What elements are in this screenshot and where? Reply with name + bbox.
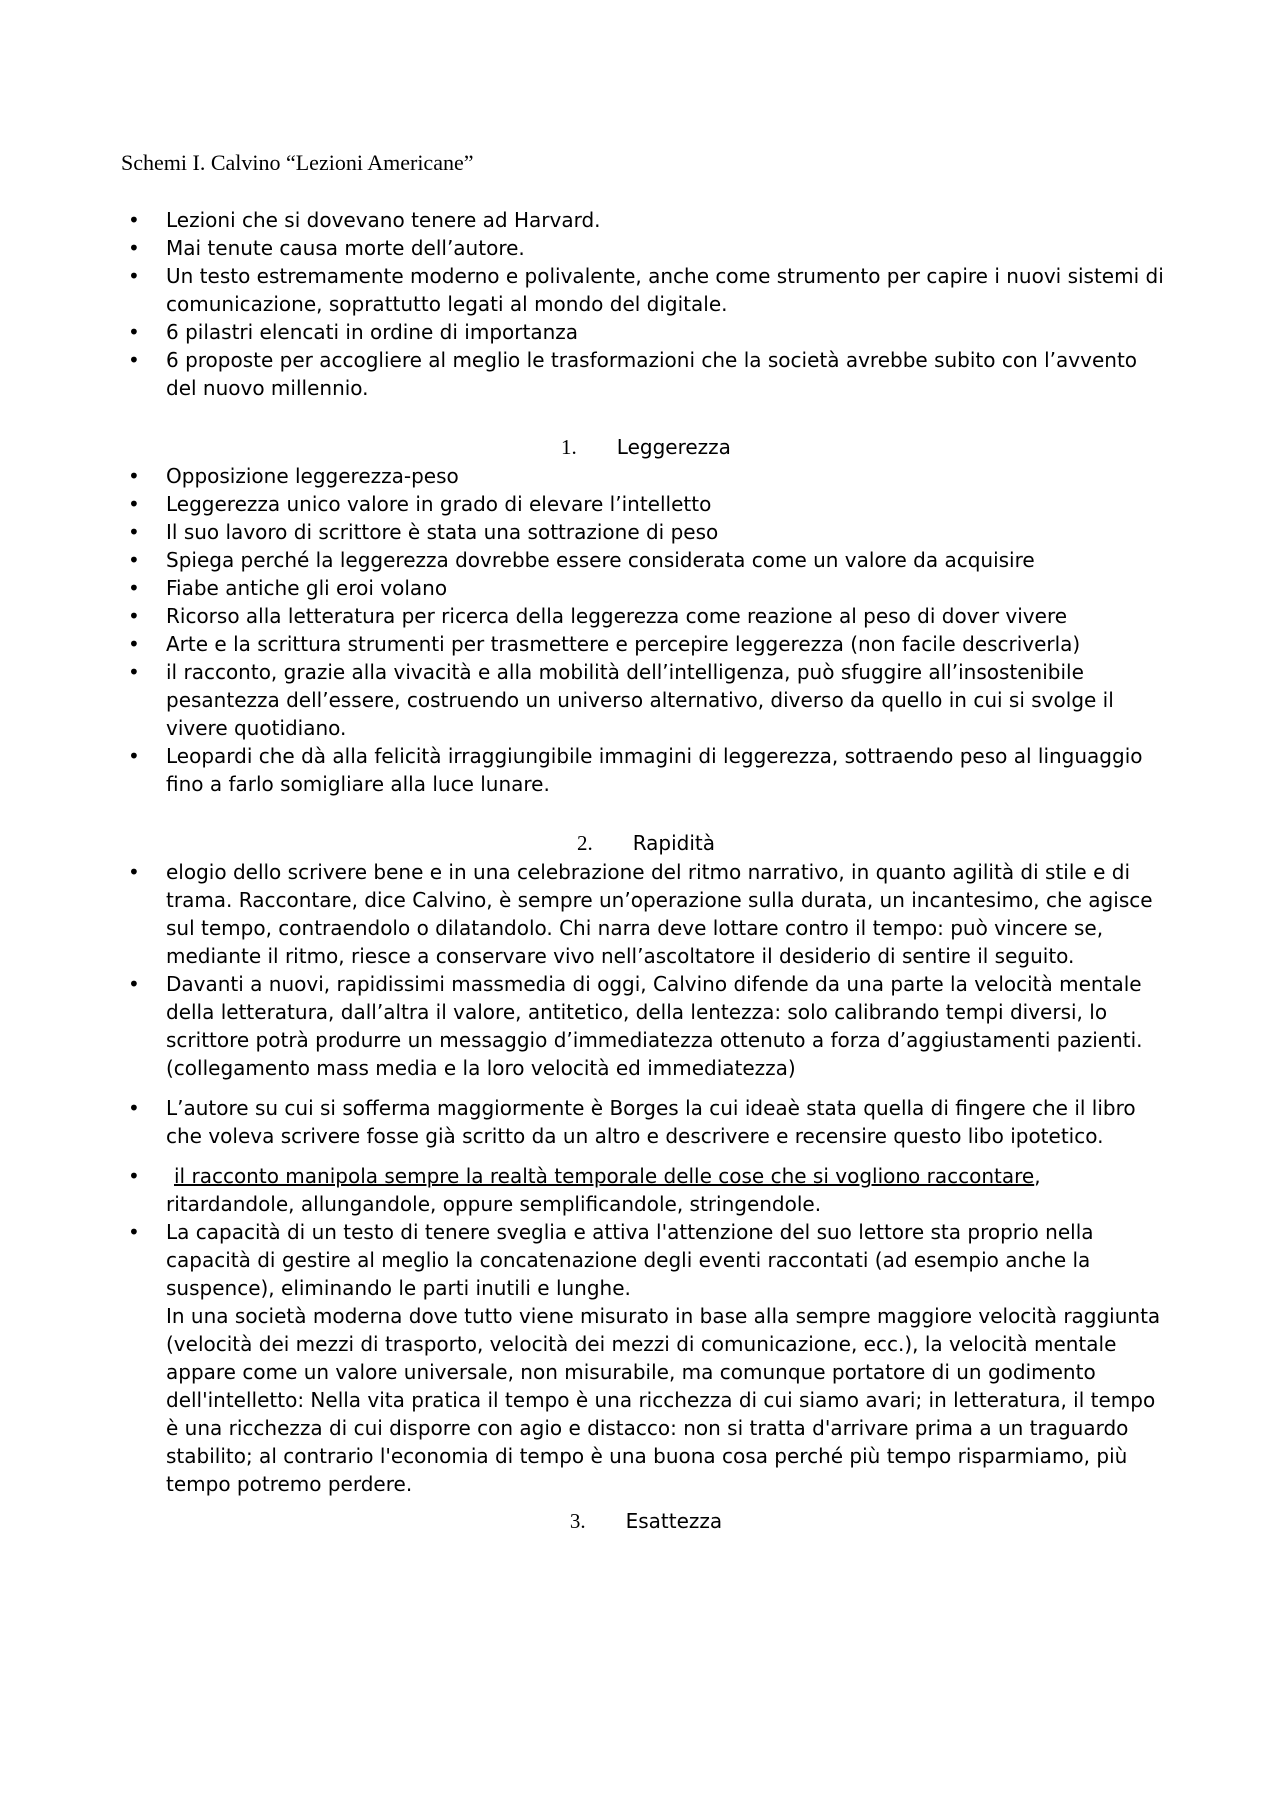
bullet-icon: • (128, 464, 140, 488)
list-item: • L’autore su cui si sofferma maggiormente è Borges la cui ideaè stata quella di fingere che il libro che voleva scrivere fosse già scritto da un altro e descrivere e recensire questo libo ipotetico. (128, 1096, 1136, 1148)
bullet-icon: • (128, 660, 140, 684)
list-item: • Leopardi che dà alla felicità irraggiungibile immagini di leggerezza, sottraendo peso al linguaggio fino a farlo somigliare alla luce lunare. (128, 744, 1143, 796)
bullet-icon: • (128, 208, 140, 232)
section-title: Leggerezza (616, 435, 731, 459)
bullet-icon: • (128, 1096, 140, 1120)
document-title: Schemi I. Calvino “Lezioni Americane” (121, 150, 474, 175)
section-number: 2. (576, 831, 593, 855)
bullet-icon: • (128, 1164, 140, 1188)
section-title: Esattezza (625, 1509, 723, 1533)
section-heading-esattezza (121, 1506, 1171, 1536)
list-item: • Davanti a nuovi, rapidissimi massmedia di oggi, Calvino difende da una parte la velocità mentale della letteratura, dall’altra il valore, antitetico, della lentezza: solo calibrando tempi diversi, lo scrittore potrà produrre un messaggio d’immediatezza ottenuto a forza d’aggiustamenti pazienti. (collegamento mass media e la loro velocità ed immediatezza) (128, 972, 1143, 1080)
bullet-icon: • (128, 492, 140, 516)
list-item: • Un testo estremamente moderno e polivalente, anche come strumento per capire i nuovi sistemi di comunicazione, soprattutto legati al mondo del digitale. (128, 264, 1164, 316)
rapidita-list (121, 858, 1171, 1498)
list-item: • Fiabe antiche gli eroi volano (128, 576, 448, 600)
list-item: • Il suo lavoro di scrittore è stata una sottrazione di peso (128, 520, 719, 544)
bullet-icon: • (128, 348, 140, 372)
bullet-icon: • (128, 548, 140, 572)
section-number: 1. (561, 435, 577, 459)
bullet-icon: • (128, 1220, 140, 1244)
underlined-text: il racconto manipola sempre la realtà temporale delle cose che si vogliono raccontare (174, 1164, 1035, 1188)
list-item: • Mai tenute causa morte dell’autore. (128, 236, 525, 260)
section-number: 3. (569, 1509, 586, 1533)
bullet-icon: • (128, 632, 140, 656)
bullet-icon: • (128, 520, 140, 544)
bullet-icon: • (128, 264, 140, 288)
list-item: • Ricorso alla letteratura per ricerca della leggerezza come reazione al peso di dover vivere (128, 604, 1068, 628)
list-item: • La capacità di un testo di tenere sveglia e attiva l'attenzione del suo lettore sta proprio nella capacità di gestire al meglio la concatenazione degli eventi raccontati (ad esempio anche la suspence), eliminando le parti inutili e lunghe. In una società moderna dove tutto viene misurato in base alla sempre maggiore velocità raggiunta (velocità dei mezzi di trasporto, velocità dei mezzi di comunicazione, ecc.), la velocità mentale appare come un valore universale, non misurabile, ma comunque portatore di un godimento dell'intelletto: Nella vita pratica il tempo è una ricchezza di cui siamo avari; in letteratura, il tempo è una ricchezza di cui disporre con agio e distacco: non si tratta d'arrivare prima a un traguardo stabilito; al contrario l'economia di tempo è una buona cosa perché più tempo risparmiamo, più tempo potremo perdere. (128, 1220, 1161, 1496)
bullet-icon: • (128, 744, 140, 768)
bullet-icon: • (128, 604, 140, 628)
list-item: • elogio dello scrivere bene e in una celebrazione del ritmo narrativo, in quanto agilità di stile e di trama. Raccontare, dice Calvino, è sempre un’operazione sulla durata, un incantesimo, che agisce sul tempo, contraendolo o dilatandolo. Chi narra deve lottare contro il tempo: può vincere se, mediante il ritmo, riesce a conservare vivo nell’ascoltatore il desiderio di sentire il seguito. (128, 860, 1153, 968)
list-item: • Leggerezza unico valore in grado di elevare l’intelletto (128, 492, 712, 516)
bullet-icon: • (128, 320, 140, 344)
bullet-icon: • (128, 860, 140, 884)
list-item: • 6 pilastri elencati in ordine di importanza (128, 320, 579, 344)
intro-list (121, 206, 1171, 402)
bullet-icon: • (128, 576, 140, 600)
section-title: Rapidità (632, 831, 716, 855)
list-item: • il racconto manipola sempre la realtà temporale delle cose che si vogliono raccontare, ritardandole, allungandole, oppure semplificandole, stringendole. (128, 1164, 1041, 1216)
list-item: • 6 proposte per accogliere al meglio le trasformazioni che la società avrebbe subito con l’avvento del nuovo millennio. (128, 348, 1138, 400)
bullet-icon: • (128, 972, 140, 996)
section-heading-leggerezza (121, 432, 1171, 462)
bullet-icon: • (128, 236, 140, 260)
document-body (121, 148, 1171, 1536)
list-item: • Arte e la scrittura strumenti per trasmettere e percepire leggerezza (non facile descriverla) (128, 632, 1081, 656)
section-heading-rapidita (121, 828, 1171, 858)
list-item: • il racconto, grazie alla vivacità e alla mobilità dell’intelligenza, può sfuggire all’insostenibile pesantezza dell’essere, costruendo un universo alternativo, diverso da quello in cui si svolge il vivere quotidiano. (128, 660, 1114, 740)
list-item: • Lezioni che si dovevano tenere ad Harvard. (128, 208, 601, 232)
list-item: • Opposizione leggerezza-peso (128, 464, 459, 488)
list-item: • Spiega perché la leggerezza dovrebbe essere considerata come un valore da acquisire (128, 548, 1035, 572)
leggerezza-list (121, 462, 1171, 798)
